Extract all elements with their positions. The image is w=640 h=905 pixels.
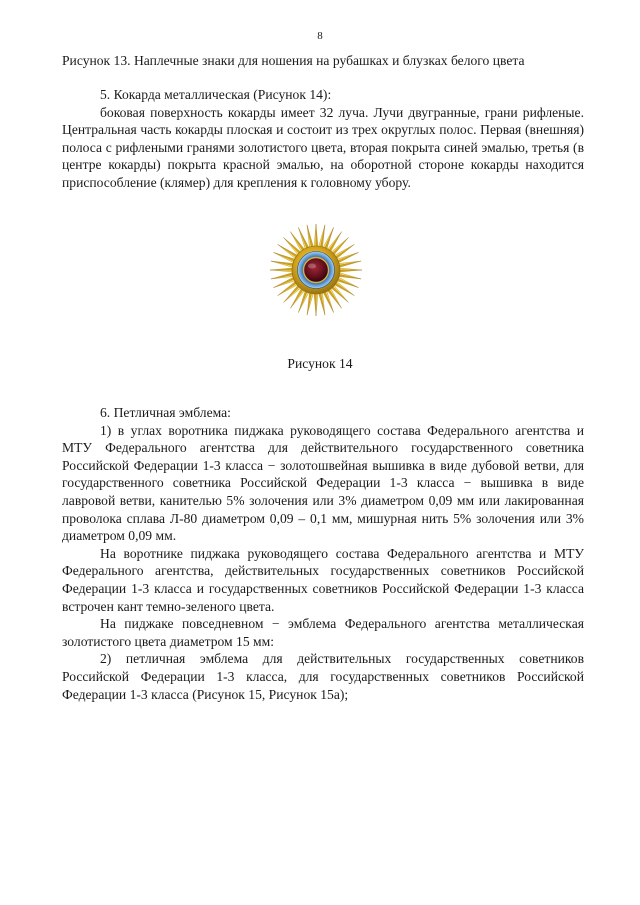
cockade-ray-facet bbox=[316, 292, 318, 316]
cockade-ray-facet bbox=[316, 224, 318, 248]
section-6-paragraph-2: На воротнике пиджака руководящего состава Федерального агентства и МТУ Федерального агентства, действительных государственных советников Российской Федерации 1-3 класса и государственных советников Российской Федерации 1-3 класса встрочен кант темно-зеленого цвета. bbox=[62, 545, 584, 614]
cockade-highlight bbox=[308, 264, 316, 269]
cockade-ray-facet bbox=[314, 292, 316, 316]
figure-14-caption: Рисунок 14 bbox=[287, 356, 353, 371]
cockade-image bbox=[268, 222, 364, 318]
section-6 bbox=[62, 404, 584, 703]
section-6-heading: 6. Петличная эмблема: bbox=[100, 405, 231, 420]
section-5 bbox=[62, 86, 584, 192]
section-5-heading: 5. Кокарда металлическая (Рисунок 14): bbox=[100, 87, 332, 102]
cockade-ray-facet bbox=[270, 270, 294, 272]
section-6-paragraph-3: На пиджаке повседневном − эмблема Федерального агентства металлическая золотистого цвета диаметром 15 мм: bbox=[62, 616, 584, 649]
cockade-ray-facet bbox=[314, 224, 316, 248]
figure-13-caption-text: Рисунок 13. Наплечные знаки для ношения на рубашках и блузках белого цвета bbox=[62, 53, 525, 68]
cockade-ray-facet bbox=[338, 268, 362, 270]
section-6-item-1: 1) в углах воротника пиджака руководящего состава Федерального агентства и МТУ Федерального агентства для действительного государственного советника Российской Федерации 1-3 класса − золотошвейная вышивка в виде дубовой ветви, для государственного советника Российской Федерации 1-3 класса − вышивка в виде лавровой ветви, канителью 5% золочения или 3% диаметром 0,09 мм или лакированная проволока сплава Л-80 диаметром 0,09 – 0,1 мм, мишурная нить 5% золочения или 3% диаметром 0,09 мм. bbox=[62, 422, 584, 544]
section-5-body: боковая поверхность кокарды имеет 32 луча. Лучи двугранные, грани рифленые. Центральная часть кокарды плоская и состоит из трех округлых полос. Первая (внешняя) полоса с рифлеными гранями золотистого цвета, вторая покрыта синей эмалью, третья (в центре кокарды) покрыта красной эмалью, на оборотной стороне кокарды находится приспособление (клямер) для крепления к головному убору. bbox=[62, 104, 584, 190]
cockade-icon bbox=[268, 222, 364, 318]
cockade-ray-facet bbox=[338, 270, 362, 272]
page-number: 8 bbox=[317, 30, 323, 42]
figure-13-caption bbox=[62, 52, 584, 70]
cockade-ray-facet bbox=[270, 268, 294, 270]
cockade-red-center bbox=[304, 258, 329, 283]
section-6-item-2: 2) петличная эмблема для действительных государственных советников Российской Федерации 1-3 класса, для государственных советников Российской Федерации 1-3 класса (Рисунок 15, Рисунок 15а); bbox=[62, 651, 584, 702]
